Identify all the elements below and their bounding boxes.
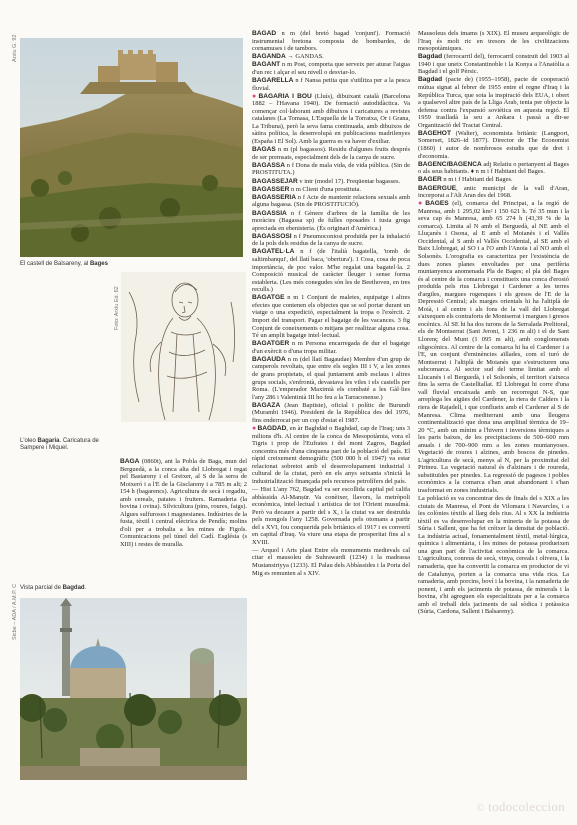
dictionary-entry [252, 233, 410, 248]
entry-body: n f Acte de mantenir relacions sexuals amb alguna bagassa. (Sin de PROSTITUCIÓ). [252, 193, 410, 209]
dictionary-entry [252, 178, 410, 186]
entry-body: , antic municipi de la vall d'Aran, incorporat a l'Alt Aran des del 1968. [418, 184, 569, 200]
dictionary-entry [418, 495, 569, 616]
entry-headword: BAGAUDA [252, 355, 286, 363]
dictionary-entry [252, 547, 410, 577]
entry-body: (Lluís), dibuixant català (Barcelona 1882 – l'Havana 1940). De formació autodidàctica. Va començar col·laborant amb dibuixos i caricatures a revistes catalanes (La Tomasa, L'Esquella de la Torratxa, Or i Grana, La Tribuna), però la seva fama continuada, amb dibuixos de sàtira política, la desenvolupà en publicacions madrilenyes (España i El Sol). Amb la guerra es va haver d'exiliar. [252, 92, 410, 146]
entry-bullet-icon: ● [418, 199, 425, 208]
entry-headword: BAGES [425, 200, 449, 208]
entry-body: v intr (model 17). Freqüentar bagasses. [297, 177, 401, 185]
entry-headword: Bagdad [418, 76, 443, 84]
entry-headword: BAGASSEJAR [252, 177, 298, 185]
entry-body: n f Dona de mala vida, de vida pública. (Sin de PROSTITUTA.) [252, 161, 410, 177]
photo-credit-drawing: Foto: Arxiu Ed. 62 [114, 286, 120, 330]
entry-headword: BAGEHOT [418, 129, 451, 137]
entry-headword: BAGARIA I BOU [258, 92, 312, 100]
entry-body: n m (del bretó bagad 'conjunt'). Formació instrumental bretona composta de bombardes, de cornamuses i de tambors. [252, 30, 410, 53]
dictionary-entry [418, 200, 569, 494]
caricature-drawing [121, 272, 246, 422]
entry-body: (0860t), ant la Pobla de Baga, mun del Berguedà, a la conca alta del Llobregat i regat pel Bastareny i el Greixer, al S de la serra de Moixeró i a l'E de la Gisclareny i a 785 m alt; 2 154 h (bagarencs). Agricultura de secà i regadiu, amb cereals, patates i fruiters. Ramaderia (la bovina i ovina). Silvicultura (pins, roures, faigs). Algues sulfuroses i magnesianes. Indústries de la fusta, tèxtil i central elèctrica de Pendís; molins d'oli per a trobalia a les mines de Figols. Comunicacions pel túnel del Cadí. Església (s XIII) i restes de muralla. [120, 458, 247, 549]
entry-headword: BAGATEL·LA [252, 248, 295, 256]
dictionary-entry [252, 340, 410, 355]
entry-headword: BAGA [120, 458, 140, 465]
dictionary-entry [252, 61, 410, 76]
entry-headword: BAGASSER [252, 185, 290, 193]
dictionary-entry [252, 294, 410, 339]
entry-headword: BAGANDA [252, 53, 286, 61]
entry-body: n f (de l'italià bagatella, 'tomb de saltimbanqui', del llatí baca, 'obertura'). 1 Cosa, cosa de poca importància, de poc valor. M'he regalat una bagatel·la. 2 Composició musical de caràcter lleuger i sense forma establerta. (Les més conegudes són les de Beethoven, en tres reculls.) [252, 248, 410, 294]
entry-body: adj Relatiu o pertanyent al Bages o als seus habitants. ♦ n m i f Habitant del Bages. [418, 160, 569, 176]
entry-body: (pacte de) (1955–1958), pacte de cooperació mútua signat al febrer de 1955 entre el regne d'Iraq i la República Turca, que sota la inspiració dels EUA, i obert a qualsevol altre país de la Lliga Àrab, tenia per objecte la defensa contra l'expansió soviètica en aquesta regió. El 1959 traslladà la seu a Ankara i passà a dir-se Organització del Tractat Central. [418, 76, 569, 129]
entry-headword: Bagdad [418, 53, 443, 61]
entry-body: n f Pneumoconiosi produïda per la inhalació de la pols dels residus de la canya de sucre. [252, 232, 410, 248]
castle-landscape-illustration [20, 38, 243, 257]
entry-headword: BAGATGER [252, 340, 290, 348]
dictionary-entry [252, 146, 410, 161]
entry-body: , en àr Baghdād o Baghdad, cap de l'Iraq; uns 3 milions d'h. Al centre de la conca de Mesopotàmia, vora el Tigris i prop de l'Eufrates i del mont Zagros, Bagdad concentra més d'una cinquena part de la població del país. El ràpid creixement demogràfic (500 000 h el 1947) va estar relacionat sobretot amb el desenvolupament industrial i cultural de la ciutat, però en els anys seixanta s'inicià la industrialització finançada pels recursos petrolífers del país. [252, 424, 410, 485]
entry-body: n f Nansa petita que s'utilitza per a la pesca fluvial. [252, 77, 410, 92]
entry-headword: BAGASSA [252, 161, 285, 169]
dictionary-entry [252, 53, 410, 61]
entry-headword: BAGAS [252, 146, 276, 154]
dictionary-entry [252, 194, 410, 209]
dictionary-entry [252, 356, 410, 401]
baghdad-photo [20, 598, 247, 780]
entry-body: (Walter), economista britànic (Langport, Somerset, 1826–id 1877). Director de The Economist (1860) i autor de nombrosos estudis que de dret i d'economia. [418, 129, 569, 160]
watermark [477, 799, 565, 815]
caption-baghdad-bold: Bagdad [62, 585, 85, 591]
entry-bullet-icon: ● [252, 423, 257, 432]
entry-headword: BAGER [418, 176, 442, 184]
entry-body: (Jean Baptiste), oficial i polític de Burundi (Murambi 1946). President de la República des del 1976, fins enderrocat per un cop d'estat el 1987. [252, 401, 410, 424]
dictionary-entry [418, 76, 569, 129]
dictionary-entry [418, 161, 569, 176]
baghdad-skyline-illustration [20, 598, 247, 780]
entry-headword: BAGERGUE [418, 184, 457, 192]
entry-headword: BAGAD [252, 30, 277, 37]
castle-photo [20, 38, 243, 257]
dictionary-entry [252, 486, 410, 546]
caricature-illustration [121, 272, 246, 422]
entry-headword: BAGDAD [257, 424, 287, 432]
entry-headword: BAGENC/BAGENCA [418, 160, 482, 168]
caption-drawing-bold: Bagaria [37, 438, 60, 444]
dictionary-entry [418, 30, 569, 53]
dictionary-entry [252, 425, 410, 485]
entry-bullet-icon: ● [252, 91, 258, 100]
entry-body: n m (pl bagassos). Residu d'algunes fruits després de ser premsats, especialment dels de la canya de sucre. [252, 146, 410, 161]
entry-body: — Arquol i Arts plast Entre els monuments medievals cal citar el mausoleu de Suhrawardī (1234) i la madrassa Mustansiriyya (1233). El Palau dels Abbàssides i la Porta del Mig es remunten al s XIV. [252, 546, 410, 577]
caption-castle [20, 261, 243, 268]
entry-headword: BAGAZA [252, 401, 281, 409]
entry-body: (ferrocarril del), ferrocarril construït del 1903 al 1940 i que uneix Constantinoble i la Konya a l'Anatòlia a Bagdad i el golf Pèrsic. [418, 53, 569, 76]
entry-body: (el), comarca del Principat, a la regió de Manresa, amb 1 295,02 km² i 150 621 h. Té 35 mun i la seva cap és Manresa, amb 65 274 h (43,39 % de la comarca). Limita al N amb el Berguedà, al NE amb el Lluçanès i Osona, al E amb el Moianès i el Vallès Occidental, al S amb el Vallès Occidental, al SE amb el Baix Llobregat, al SO i a l'O amb l'Anoia i al NO amb el Solsonès. L'orografia es caracteritza per l'existència de dues zones planes envoltades per una perifèria muntanyenca anomenada Pla de Bages; el pla del Bages és al centre de la comarca i constitueix una conca d'erosió produïda pels rius Llobregat i Cardener a les terres d'argiles, margues rogenques i els gresos de l'E de la Depressió Central; als marges orientals hi ha l'altiplà de Moià, i al centre i als fons de la vall del Llobregat s'aixequen els contraforts de Montserrat i margues i gresos eocènics. Al SE hi ha dos turons de la Serralada Prelitoral, els de Montserrat (Sant Jeroni, 1 236 m alt) i el de Sant Llorenç del Munt (1 095 m alt), amb conglomerats oligocènics. Al centre de la comarca hi ha el Cardener i a l'E, un conjunt d'eminències aïllades, com el turó de Montserrat i l'altiplà de Moianès que s'estructuren una subcomarca. Al sector sud del terme limitat amb el Llucanès i el Berguedà, i el Solsonès, el territori s'aixeca fins la serra de Castelltallat. El Llobregat hi corre d'una vall fluvial encaixada amb un recorregut N-S, que arreplega les aigües del Cardener, la riera de Calders i la riera de Rajadell, i que conflueix amb el Cardener al S de Manresa. Clima mediterrani amb una lleugera continentalització que dona una amplitud tèrmica de 19–20 °C, amb un mínim a l'hivern i inversions tèrmiques a les parts baixes, de les precipitacions de 500–600 mm anuals i de 700–900 mm a les zones muntanyoses. Vegetació de roures i alzines, amb boscos de pinedes. L'agricultura de secà, menys al N, per la proximitat del Pirineu. La vegetació natural és d'alzinars i de roureda, substituïdes per pinedes. La regressió de pagesos i pobles econòmics a la comarca s'han anat abandonant i s'han trasformat en zones industrials. [418, 200, 569, 494]
dictionary-entry [252, 210, 410, 233]
entry-body: n f Gènere d'arbres de la família de les moràcies (Bagassa sp) de fulles oposades i tusta groga apreciada en ebenisteria. (És originari d'Amèrica.) [252, 209, 410, 232]
dictionary-entry [418, 130, 569, 160]
dictionary-entry [252, 248, 410, 293]
entry-body: n m Persona encarregada de dur el bagatge d'un exèrcit o d'una tropa militar. [252, 340, 410, 355]
dictionary-entry [252, 186, 410, 194]
entry-body: n m Client d'una prostituta. [289, 185, 361, 193]
entry-headword: BAGATGE [252, 294, 285, 302]
entry-body: n m i f Habitant del Bages. [441, 176, 513, 184]
dictionary-entry [252, 402, 410, 425]
caption-drawing [20, 438, 120, 453]
baga-entry [120, 458, 247, 594]
photo-credit-castle: Arxiu G. 92 [12, 34, 18, 62]
caption-baghdad [20, 585, 140, 592]
entry-body: n m 1 Conjunt de maletes, equipatge i altres efectes que contenen els objectes que se sol portar durant un viatge o una expedició, especialment la tropa o l'exèrcit. 2 Import del transport. Pagar el bagatge de les vacances. 3 fig Conjunt de coneixements o mitjans per realitzar alguna cosa. Té un amplit bagatge intel·lectual. [252, 294, 410, 340]
dictionary-entry [418, 176, 569, 184]
entry-headword: BAGASSERIA [252, 193, 296, 201]
entry-headword: BAGASSIA [252, 209, 287, 217]
caption-drawing-text: L'oleo [20, 438, 38, 444]
entry-body: → GANDAS. [285, 53, 324, 61]
caption-castle-text: El castell de Balsareny, al [20, 261, 90, 267]
dictionary-entry [252, 77, 410, 92]
entry-headword: BAGANT [252, 61, 281, 69]
caption-drawing-suffix: . Caricatura de Sampere i Miquel. [20, 438, 99, 452]
entry-baga [120, 458, 247, 549]
entry-headword: BAGASSOSI [252, 232, 292, 240]
caption-baghdad-text: Vista parcial de [20, 585, 63, 591]
entry-body: La població es va concentrar des de finals del s XIX a les ciutats de Manresa, el Pont de Vilomara i Navarcles, i a les colònies tèxtils al llarg dels rius. Al s XX la indústria tèxtil es va desenvolupar en la mineria de la potassa de Súria i Sallent, que ha fet créixer la densitat de població. La indústria actual, fonamentalment tèxtil, metal·lúrgica, química i alimentària, i les mines de potassa produeixen una gran part de l'activitat econòmica de la comarca. L'agricultura, conreus de secà, vinya, cereals i olivera, i la ramaderia, que ha convertit la comarca en productor de vi de Catalunya, porten a la comarca una vida rica. La ramaderia, amb porcins, boví i la bovina, i la ramaderia de ponent, i amb els jaciments de potassa, de minerals i la bovina, s'hi agreguen els especialitzats per a la comarca amb el treball dels jaciments de sal sòdica i potàssica (Súria, Cardona, Sallent i Balsareny). [418, 495, 569, 616]
watermark-symbol: © [476, 803, 485, 814]
text-column-middle [252, 30, 410, 800]
entry-body: Mausoleus dels imams (s XIX). El museu arqueològic de l'Iraq és molt ric en tresors de les civilitzacions mesopotàmiques. [418, 30, 569, 53]
caption-baghdad-suffix: . [84, 585, 87, 591]
entry-body: n m Post, comporta que serveix per aturar l'aigua d'un rec i alçar el seu nivell o desviar-lo. [252, 61, 410, 76]
watermark-text: todocoleccion [484, 799, 565, 814]
entry-body: — Hist L'any 762, Bagdad va ser escollida capital pel califa abbàssida Al-Manṣūr. Va conèixer, llavors, la metròpoli econòmica, intel·lectual i artística de tot l'Orient musulmà. Però va decaure a partir del s X, i la ciutat va ser destruïda pels mongols l'any 1258. Governada pels otomans a partir del s XVI, fou conquerida pels britànics el 1917 i es convertí en capital d'Iraq. Va viure una etapa de prosperitat fins al s XVIII. [252, 485, 410, 546]
dictionary-entry [418, 185, 569, 200]
entry-body: n m (del llatí Bagaudae) Membre d'un grup de camperols revoltats, que entre els segles III i V, a les zones de grans propietats, el qual juntament amb esclaus i altres grups socials, s'enfrontà, devastava les viles i els castells per Roma. (L'emperador Maximià els combaté a les Gàl·lies l'any 286 i Valentinià III ho feu a la Tarraconense.) [252, 355, 410, 401]
text-column-right [418, 30, 569, 800]
dictionary-entry [252, 30, 410, 53]
dictionary-entry [252, 162, 410, 177]
entry-headword: BAGARELLA [252, 77, 294, 85]
dictionary-entry [252, 93, 410, 146]
caption-castle-bold: Bages [89, 261, 108, 267]
photo-credit-baghdad: Sicbe – ADA / A.M.P. C [12, 583, 18, 640]
dictionary-entry [418, 53, 569, 76]
